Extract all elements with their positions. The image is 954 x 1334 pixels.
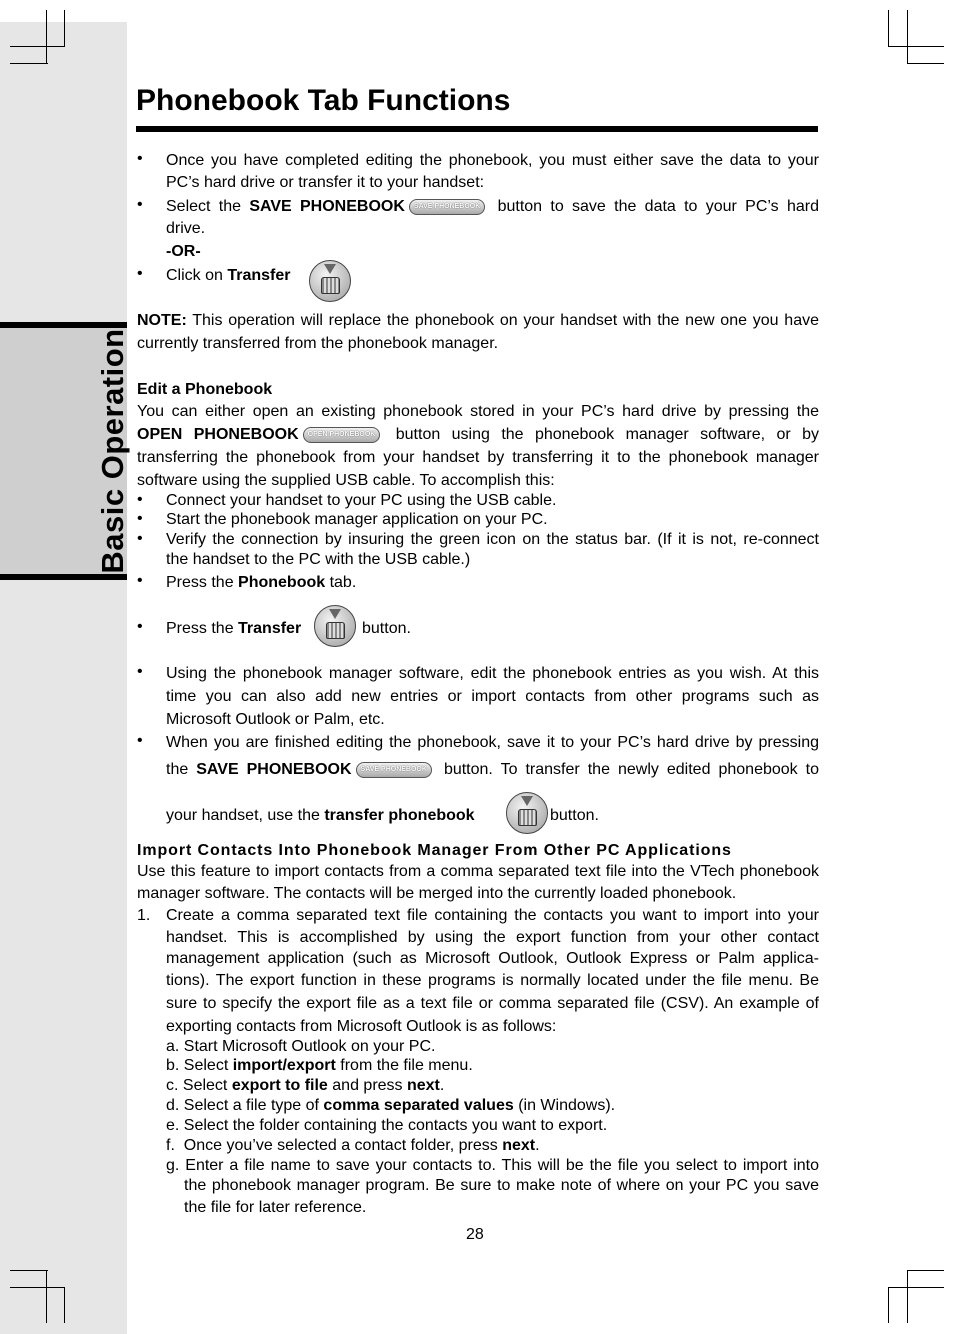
import-paragraph-line: Use this feature to import contacts from a comma separated text file into the VTech phonebook	[137, 863, 819, 880]
bullet: •	[137, 491, 143, 508]
edit-step: Verify the connection by insuring the green icon on the status bar. (If it is not, re-connect	[166, 531, 819, 548]
sub-step: g. Enter a file name to save your contacts to. This will be the file you select to import into	[166, 1157, 819, 1174]
edit-step-cont: Microsoft Outlook or Palm, etc.	[166, 711, 385, 728]
intro-bullet-1-cont: PC’s hard drive or transfer it to your handset:	[166, 174, 485, 191]
section-heading-edit: Edit a Phonebook	[137, 381, 273, 398]
edit-paragraph-line: software using the supplied USB cable. To accomplish this:	[137, 472, 555, 489]
edit-step: When you are finished editing the phonebook, save it to your PC’s hard drive by pressing	[166, 734, 819, 751]
edit-step: Press the Phonebook tab.	[166, 574, 357, 591]
crop-mark	[10, 1287, 65, 1288]
or-separator: -OR-	[166, 243, 201, 260]
edit-step: Using the phonebook manager software, edit the phonebook entries as you wish. At this	[166, 665, 819, 682]
sub-step: c. Select export to file and press next.	[166, 1077, 445, 1094]
import-step-line: exporting contacts from Microsoft Outlook is as follows:	[166, 1018, 557, 1035]
bullet: •	[137, 663, 143, 680]
edit-paragraph-line: transferring the phonebook from your handset by transferring it to the phonebook manager	[137, 449, 819, 466]
bullet: •	[137, 265, 143, 282]
transfer-icon[interactable]	[314, 605, 356, 647]
import-step-line: management application (such as Microsoft Outlook, Outlook Express or Palm applica-	[166, 950, 819, 967]
bullet: •	[137, 530, 143, 547]
sub-step: d. Select a file type of comma separated values (in Windows).	[166, 1097, 616, 1114]
intro-bullet-3: Click on Transfer	[166, 267, 291, 284]
sub-step: f. Once you’ve selected a contact folder, press next.	[166, 1137, 540, 1154]
bullet: •	[137, 732, 143, 749]
import-step-line: Create a comma separated text file containing the contacts you want to import into your	[166, 907, 819, 924]
crop-mark	[10, 1270, 48, 1271]
edit-step-cont: the handset to the PC with the USB cable.)	[166, 551, 471, 568]
edit-step-suffix: button.	[362, 620, 411, 637]
sub-step: a. Start Microsoft Outlook on your PC.	[166, 1038, 436, 1055]
sub-step-cont: the phonebook manager program. Be sure to make note of where on your PC you save	[184, 1177, 819, 1194]
crop-mark	[10, 63, 48, 64]
crop-mark	[10, 46, 65, 47]
note-line-1: NOTE: This operation will replace the phonebook on your handset with the new one you have	[137, 312, 819, 329]
edit-step: Connect your handset to your PC using the USB cable.	[166, 492, 557, 509]
edit-step: Start the phonebook manager application on your PC.	[166, 511, 548, 528]
bullet: •	[137, 150, 143, 167]
intro-bullet-2: Select the SAVE PHONEBOOK SAVE PHONEBOOK button to save the data to your PC’s hard	[166, 198, 819, 215]
import-paragraph-line: manager software. The contacts will be merged into the currently loaded phonebook.	[137, 885, 737, 902]
section-heading-import: Import Contacts Into Phonebook Manager From Other PC Applications	[137, 842, 732, 859]
sub-step-cont: the file for later reference.	[184, 1199, 367, 1216]
transfer-phonebook-icon[interactable]	[506, 792, 548, 834]
crop-mark	[907, 1270, 908, 1323]
sub-step: e. Select the folder containing the contacts you want to export.	[166, 1117, 608, 1134]
page-number: 28	[466, 1226, 484, 1243]
edit-step-cont: your handset, use the transfer phonebook	[166, 807, 475, 824]
crop-mark	[888, 46, 944, 47]
note-line-2: currently transferred from the phonebook manager.	[137, 335, 499, 352]
import-step-line: handset. This is accomplished by using the export function from your other contact	[166, 929, 819, 946]
sub-step: b. Select import/export from the file menu.	[166, 1057, 473, 1074]
open-phonebook-button[interactable]: OPEN PHONEBOOK	[303, 427, 381, 443]
left-margin-band	[0, 22, 127, 1334]
bullet: •	[137, 572, 143, 589]
crop-mark	[888, 1287, 944, 1288]
edit-step-suffix: button.	[550, 807, 599, 824]
crop-mark	[907, 1270, 944, 1271]
bullet: •	[137, 196, 143, 213]
title-rule	[136, 126, 818, 132]
list-number: 1.	[137, 907, 151, 924]
crop-mark	[46, 10, 47, 63]
crop-mark	[64, 1287, 65, 1323]
edit-paragraph-line: You can either open an existing phonebook stored in your PC’s hard drive by pressing the	[137, 403, 819, 420]
crop-mark	[888, 1287, 889, 1323]
import-step-line: tions). The export function in these programs is normally located under the file menu. Be	[166, 972, 819, 989]
edit-paragraph-line: OPEN PHONEBOOK OPEN PHONEBOOK button using the phonebook manager software, or by	[137, 426, 819, 443]
intro-bullet-2-cont: drive.	[166, 220, 206, 237]
import-step-line: sure to specify the export file as a text file or comma separated file (CSV). An example of	[166, 995, 819, 1012]
edit-step: Press the Transfer	[166, 620, 302, 637]
intro-bullet-1: Once you have completed editing the phonebook, you must either save the data to your	[166, 152, 819, 169]
crop-mark	[907, 63, 944, 64]
bullet: •	[137, 618, 143, 635]
page-title: Phonebook Tab Functions	[136, 84, 511, 117]
edit-step-cont: the SAVE PHONEBOOK SAVE PHONEBOOK button. To transfer the newly edited phonebook to	[166, 761, 820, 778]
bullet: •	[137, 510, 143, 527]
edit-step-cont: time you can also add new entries or import contacts from other programs such as	[166, 688, 819, 705]
section-side-tab-label: Basic Operation	[95, 328, 130, 574]
save-phonebook-button[interactable]: SAVE PHONEBOOK	[356, 762, 432, 778]
crop-mark	[46, 1270, 47, 1323]
crop-mark	[888, 10, 889, 47]
transfer-icon[interactable]	[309, 260, 351, 302]
crop-mark	[907, 10, 908, 63]
crop-mark	[64, 10, 65, 47]
save-phonebook-button[interactable]: SAVE PHONEBOOK	[409, 199, 485, 215]
